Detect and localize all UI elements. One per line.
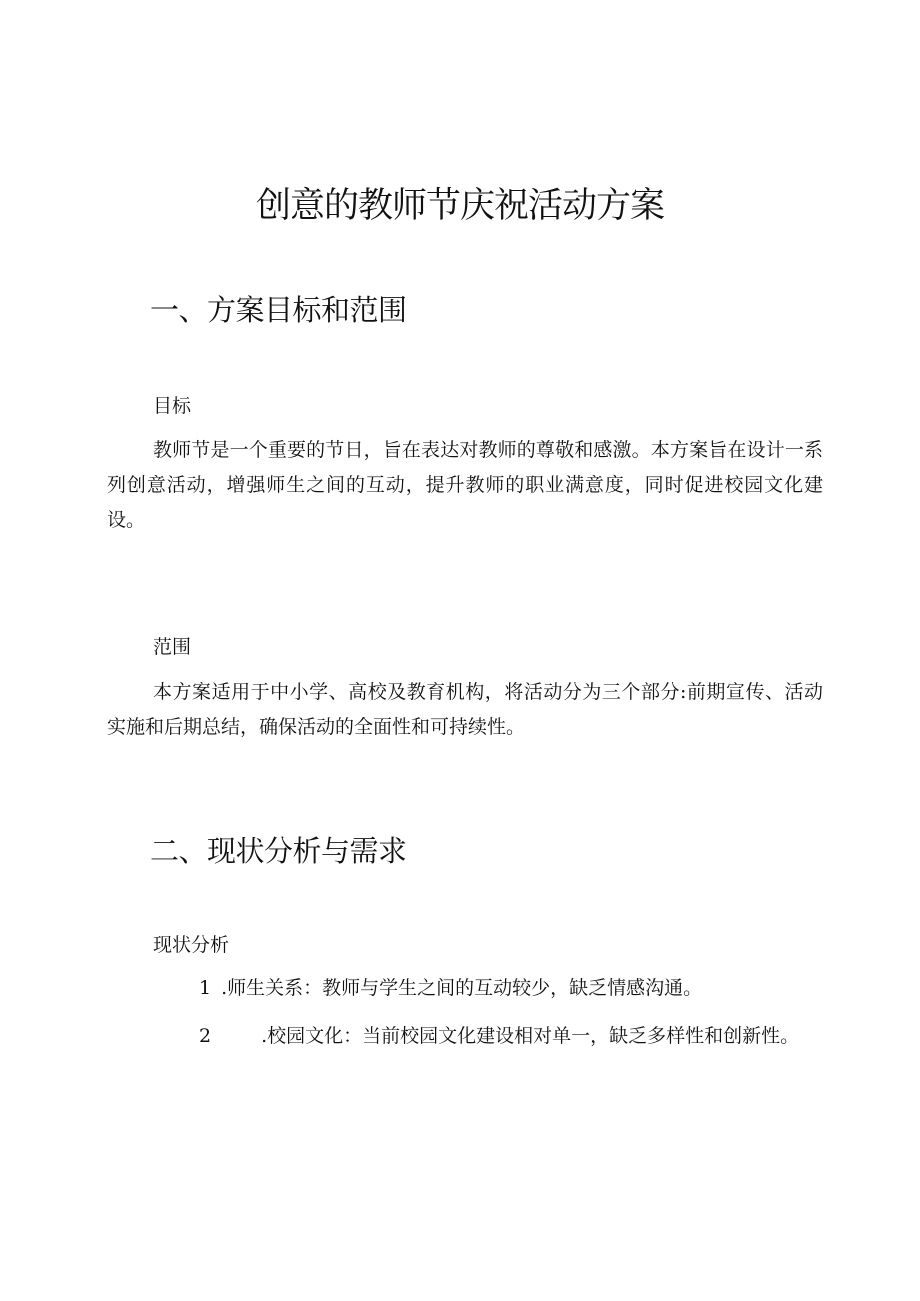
- list-item-number: 2: [199, 1025, 212, 1047]
- scope-label: 范围: [153, 636, 192, 658]
- list-item: [107, 1019, 823, 1054]
- list-item-text: .师生关系：教师与学生之间的互动较少，缺乏情感沟通。: [221, 977, 703, 999]
- goal-label: 目标: [153, 395, 192, 417]
- list-item-number: 1: [199, 977, 212, 999]
- list-item: [107, 971, 823, 1006]
- section-heading-1: 一、方案目标和范围: [150, 293, 407, 327]
- section-heading-2: 二、现状分析与需求: [150, 834, 407, 868]
- document-title: 创意的教师节庆祝活动方案: [255, 186, 664, 226]
- analysis-label: 现状分析: [153, 934, 230, 956]
- list-item-text: .校园文化：当前校园文化建设相对单一，缺乏多样性和创新性。: [261, 1025, 800, 1047]
- goal-paragraph: 教师节是一个重要的节日，旨在表达对教师的尊敬和感激。本方案旨在设计一系列创意活动，增强师生之间的互动，提升教师的职业满意度，同时促进校园文化建设。: [107, 439, 823, 531]
- scope-paragraph: 本方案适用于中小学、高校及教育机构，将活动分为三个部分:前期宣传、活动实施和后期总结，确保活动的全面性和可持续性。: [107, 681, 823, 738]
